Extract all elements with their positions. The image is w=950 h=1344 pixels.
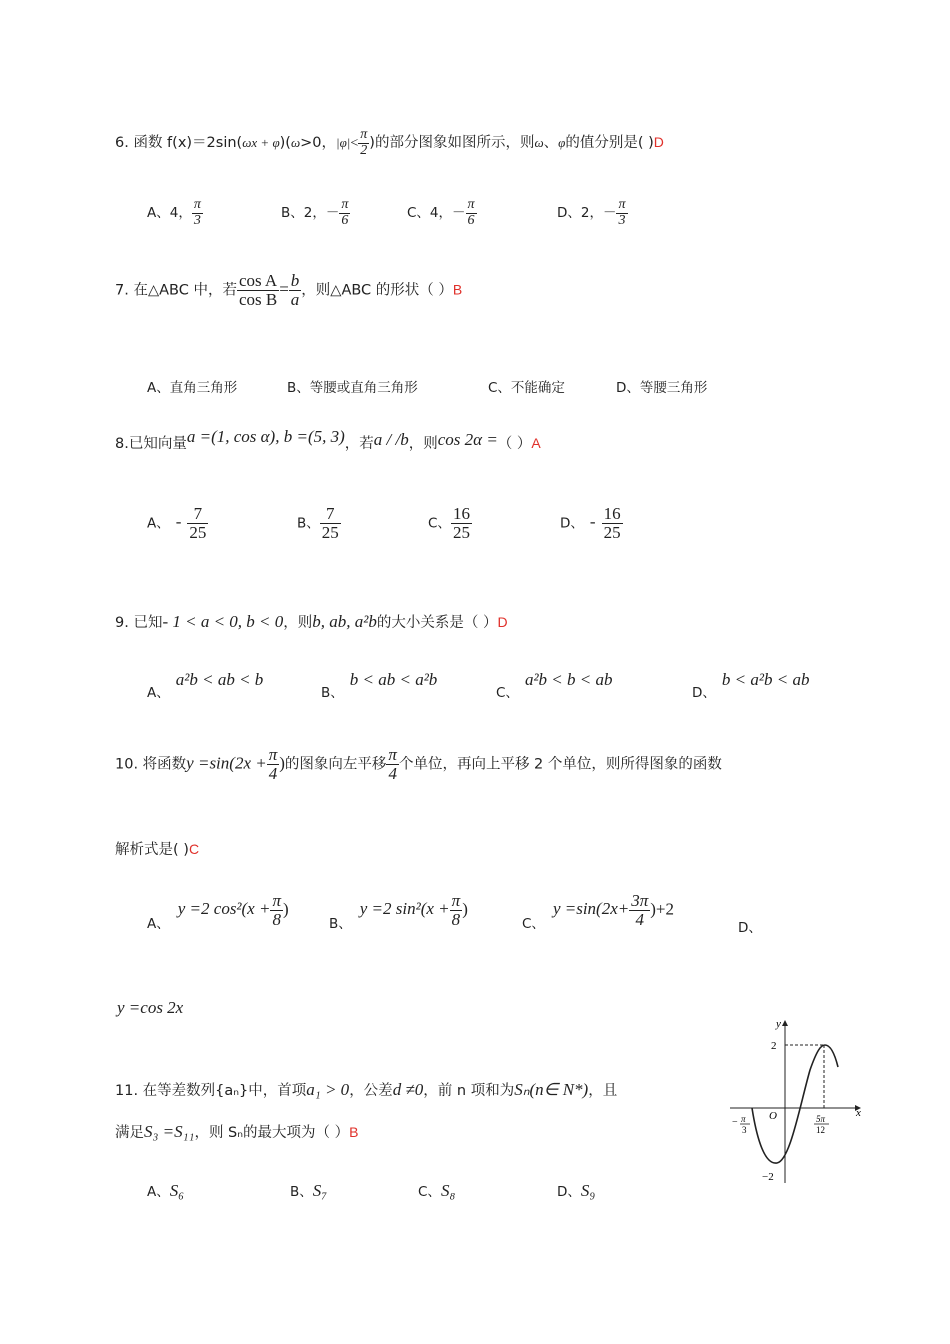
q6-option-c-sign: － — [452, 205, 466, 222]
q8-mid2: ，则 — [408, 436, 438, 452]
q10-shift-den: 4 — [388, 763, 397, 783]
q8-prefix: 8.已知向量 — [115, 436, 187, 452]
q10-stem — [115, 746, 722, 783]
q11-option-d-expr: S₉ — [580, 1181, 596, 1200]
q10-prefix: 10. 将函数 — [115, 756, 187, 773]
q10-option-c-num: 3π — [631, 891, 649, 910]
q7-frac-den: cos B — [238, 289, 278, 309]
q7-rhs-num: b — [290, 271, 300, 290]
q8-suffix: （ ） — [497, 436, 532, 452]
q6-option-c-label: C、4， — [407, 205, 453, 222]
q9-option-b[interactable] — [321, 669, 438, 701]
q6-omega-x: ωx + φ — [242, 135, 280, 151]
sine-graph — [725, 1015, 870, 1190]
q6-option-b-num: π — [341, 197, 349, 212]
q6-stem-b: )( — [279, 135, 291, 152]
q8-option-d[interactable] — [560, 505, 623, 542]
q9-stem — [115, 611, 508, 632]
q10-option-d-expr[interactable]: y =cos 2x — [117, 998, 184, 1017]
q11-mid2: ，前 n 项和为 — [423, 1083, 515, 1099]
q10-func-b: ) — [279, 753, 285, 773]
q10-func-a: y =sin(2x + — [186, 753, 267, 773]
q6-stem-f: 的值分别是( ) — [565, 135, 654, 152]
y-min-label: −2 — [762, 1171, 774, 1183]
q6-phi-abs: |φ| — [336, 135, 351, 151]
q8-option-b-label: B、 — [297, 515, 320, 532]
q11-option-c[interactable] — [418, 1180, 455, 1201]
q8-option-d-num: 16 — [603, 504, 621, 523]
q6-option-a-den: 3 — [193, 212, 201, 228]
q6-option-b-den: 6 — [341, 212, 349, 228]
q6-option-a-label: A、4， — [147, 205, 192, 222]
q8-option-d-sign: - — [589, 512, 596, 532]
q8-option-c-label: C、 — [428, 515, 451, 532]
q10-option-a-num: π — [272, 891, 281, 910]
q7-option-c[interactable]: C、不能确定 — [488, 380, 565, 396]
q7-rhs-den: a — [290, 289, 300, 309]
q11-sn: Sₙ(n∈ N*) — [514, 1080, 589, 1099]
q11-line2-prefix: 满足 — [115, 1125, 144, 1141]
x-left-num: π — [741, 1114, 746, 1124]
q7-prefix: 7. 在△ABC 中，若 — [115, 282, 237, 299]
x-axis-label: x — [856, 1107, 861, 1119]
q8-vector: a =(1, cos α), b =(5, 3) — [186, 427, 345, 446]
q6-option-b[interactable] — [281, 198, 350, 228]
q8-stem — [115, 427, 541, 453]
q8-option-b[interactable] — [297, 505, 341, 542]
q9-condition: - 1 < a < 0, b < 0 — [162, 612, 284, 631]
q11-option-b-expr: S₇ — [312, 1181, 328, 1200]
origin-label: O — [769, 1110, 777, 1122]
q8-answer: A — [531, 435, 541, 451]
q10-suffix: 个单位，再向上平移 2 个单位，则所得图象的函数 — [398, 756, 722, 773]
q10-line2 — [115, 838, 199, 859]
q10-answer: C — [188, 841, 200, 857]
q9-option-a[interactable] — [147, 669, 264, 701]
q10-option-d-label: D、 — [738, 920, 762, 936]
q8-option-a-sign: - — [175, 512, 182, 532]
q10-option-a-den: 8 — [272, 909, 281, 929]
q7-suffix: ，则△ABC 的形状（ ） — [301, 282, 453, 299]
q11-prefix: 11. 在等差数列{aₙ}中，首项 — [115, 1083, 307, 1099]
q10-line2-text: 解析式是( ) — [115, 842, 189, 858]
q10-option-b-post: ) — [462, 899, 468, 919]
q10-option-a-label: A、 — [147, 916, 170, 933]
q9-option-d-label: D、 — [692, 685, 716, 701]
q8-option-a[interactable] — [147, 505, 208, 542]
q10-option-b-num: π — [451, 891, 461, 910]
q8-option-b-num: 7 — [320, 505, 341, 524]
q6-omega2: ω — [534, 135, 544, 151]
q10-option-b-pre: y =2 sin²(x + — [359, 899, 450, 919]
q11-stem — [115, 1079, 617, 1100]
sine-curve — [752, 1045, 838, 1163]
q10-mid: 的图象向左平移 — [284, 756, 387, 773]
y-max-label: 2 — [771, 1040, 777, 1052]
q9-option-b-label: B、 — [321, 685, 344, 701]
q9-option-c-label: C、 — [496, 685, 519, 701]
q6-answer: D — [653, 134, 664, 151]
q10-option-b-label: B、 — [329, 916, 352, 933]
q11-line2-suffix: ，则 Sₙ的最大项为（ ） — [194, 1125, 350, 1141]
q11-option-c-label: C、 — [418, 1184, 441, 1200]
q6-phi: φ — [558, 135, 566, 151]
q6-option-b-label: B、2， — [281, 205, 326, 222]
q8-option-a-label: A、 — [147, 515, 170, 532]
q9-suffix: 的大小关系是（ ） — [376, 615, 498, 631]
q9-option-a-label: A、 — [147, 685, 170, 701]
q9-answer: D — [497, 614, 508, 630]
q9-option-d-expr: b < a²b < ab — [721, 670, 810, 689]
x-right-den: 12 — [816, 1125, 825, 1135]
q6-option-c-num: π — [467, 197, 475, 212]
q11-option-c-expr: S₈ — [440, 1181, 456, 1200]
q8-parallel: a / /b — [373, 430, 409, 449]
q9-option-c-expr: a²b < b < ab — [524, 670, 613, 689]
x-left-sign: − — [732, 1117, 738, 1128]
q7-stem — [115, 272, 462, 309]
q7-frac-num: cos A — [238, 271, 278, 290]
q10-func-den: 4 — [268, 763, 278, 783]
q11-mid1: ，公差 — [349, 1083, 393, 1099]
q10-option-b-den: 8 — [451, 909, 461, 929]
q10-option-a[interactable] — [147, 891, 289, 933]
q9-prefix: 9. 已知 — [115, 615, 163, 631]
y-axis-label: y — [776, 1018, 781, 1030]
q9-mid: ，则 — [283, 615, 313, 631]
q8-option-d-label: D、 — [560, 515, 584, 532]
q6-option-a-num: π — [193, 197, 201, 212]
q8-option-b-den: 25 — [321, 522, 339, 542]
q11-answer: B — [349, 1124, 359, 1140]
q7-eq: = — [279, 279, 289, 299]
q6-option-d-num: π — [618, 197, 626, 212]
q6-stem-c: >0， — [300, 135, 337, 152]
q6-stem — [115, 128, 664, 158]
q10-func-num: π — [268, 745, 278, 764]
q9-option-b-expr: b < ab < a²b — [349, 670, 438, 689]
q6-stem-e: 、 — [543, 135, 559, 152]
q11-suffix: ，且 — [588, 1083, 618, 1099]
q6-option-d-label: D、2， — [557, 205, 603, 222]
q6-option-c-den: 6 — [467, 212, 475, 228]
q6-2: 2 — [360, 142, 368, 158]
q6-omega: ω — [290, 135, 301, 151]
q8-expr: cos 2α = — [437, 430, 498, 449]
q9-option-a-expr: a²b < ab < b — [175, 670, 264, 689]
q9-option-d[interactable] — [692, 669, 810, 701]
q7-option-a[interactable]: A、直角三角形 — [147, 380, 238, 396]
q10-option-c[interactable] — [522, 891, 675, 933]
q11-option-d[interactable] — [557, 1180, 595, 1201]
q11-option-d-label: D、 — [557, 1184, 581, 1200]
q10-option-a-pre: y =2 cos²(x + — [177, 899, 271, 919]
q11-a1: a₁ > 0 — [306, 1080, 350, 1099]
q9-items: b, ab, a²b — [312, 612, 377, 631]
q11-line2 — [115, 1121, 359, 1142]
q10-option-c-den: 4 — [635, 909, 644, 929]
q10-option-c-pre: y =sin(2x+ — [552, 899, 630, 919]
q8-option-c[interactable] — [428, 505, 472, 542]
q11-option-a[interactable] — [147, 1180, 184, 1201]
q10-option-a-post: ) — [282, 899, 289, 919]
q11-cond: S₃ =S₁₁ — [144, 1122, 195, 1141]
q6-stem-d: )的部分图象如图所示，则 — [369, 135, 535, 152]
q11-option-b[interactable] — [290, 1180, 327, 1201]
q10-option-d[interactable] — [738, 916, 762, 936]
q11-option-a-label: A、 — [147, 1184, 170, 1200]
q8-option-a-num: 7 — [187, 505, 208, 524]
q6-option-b-sign: － — [325, 205, 340, 222]
x-right-num: 5π — [816, 1114, 826, 1124]
q10-shift-num: π — [388, 745, 397, 764]
q10-option-b[interactable] — [329, 891, 468, 933]
q8-option-c-num: 16 — [452, 504, 470, 523]
q6-option-d[interactable] — [557, 198, 628, 228]
x-left-den: 3 — [742, 1125, 747, 1135]
q11-option-b-label: B、 — [290, 1184, 313, 1200]
q6-pi: π — [360, 127, 368, 142]
q6-option-c[interactable] — [407, 198, 477, 228]
q6-option-a[interactable] — [147, 198, 203, 228]
q8-option-a-den: 25 — [189, 522, 207, 542]
q9-option-c[interactable] — [496, 669, 613, 701]
q6-option-d-sign: － — [602, 205, 617, 222]
q6-stem-a: 6. 函数 f(x)＝2sin( — [115, 135, 243, 152]
q11-d: d ≠0 — [392, 1080, 424, 1099]
q10-option-c-post: )+2 — [650, 899, 675, 919]
q8-option-c-den: 25 — [452, 522, 470, 542]
q6-lt: < — [350, 136, 359, 152]
q6-option-d-den: 3 — [618, 212, 626, 228]
q8-mid: ，若 — [344, 436, 374, 452]
q10-option-c-label: C、 — [522, 916, 545, 933]
q7-option-b[interactable]: B、等腰或直角三角形 — [287, 380, 418, 396]
q7-answer: B — [452, 281, 463, 298]
q8-option-d-den: 25 — [603, 522, 621, 542]
q11-option-a-expr: S₆ — [169, 1181, 185, 1200]
q7-option-d[interactable]: D、等腰三角形 — [616, 380, 708, 396]
